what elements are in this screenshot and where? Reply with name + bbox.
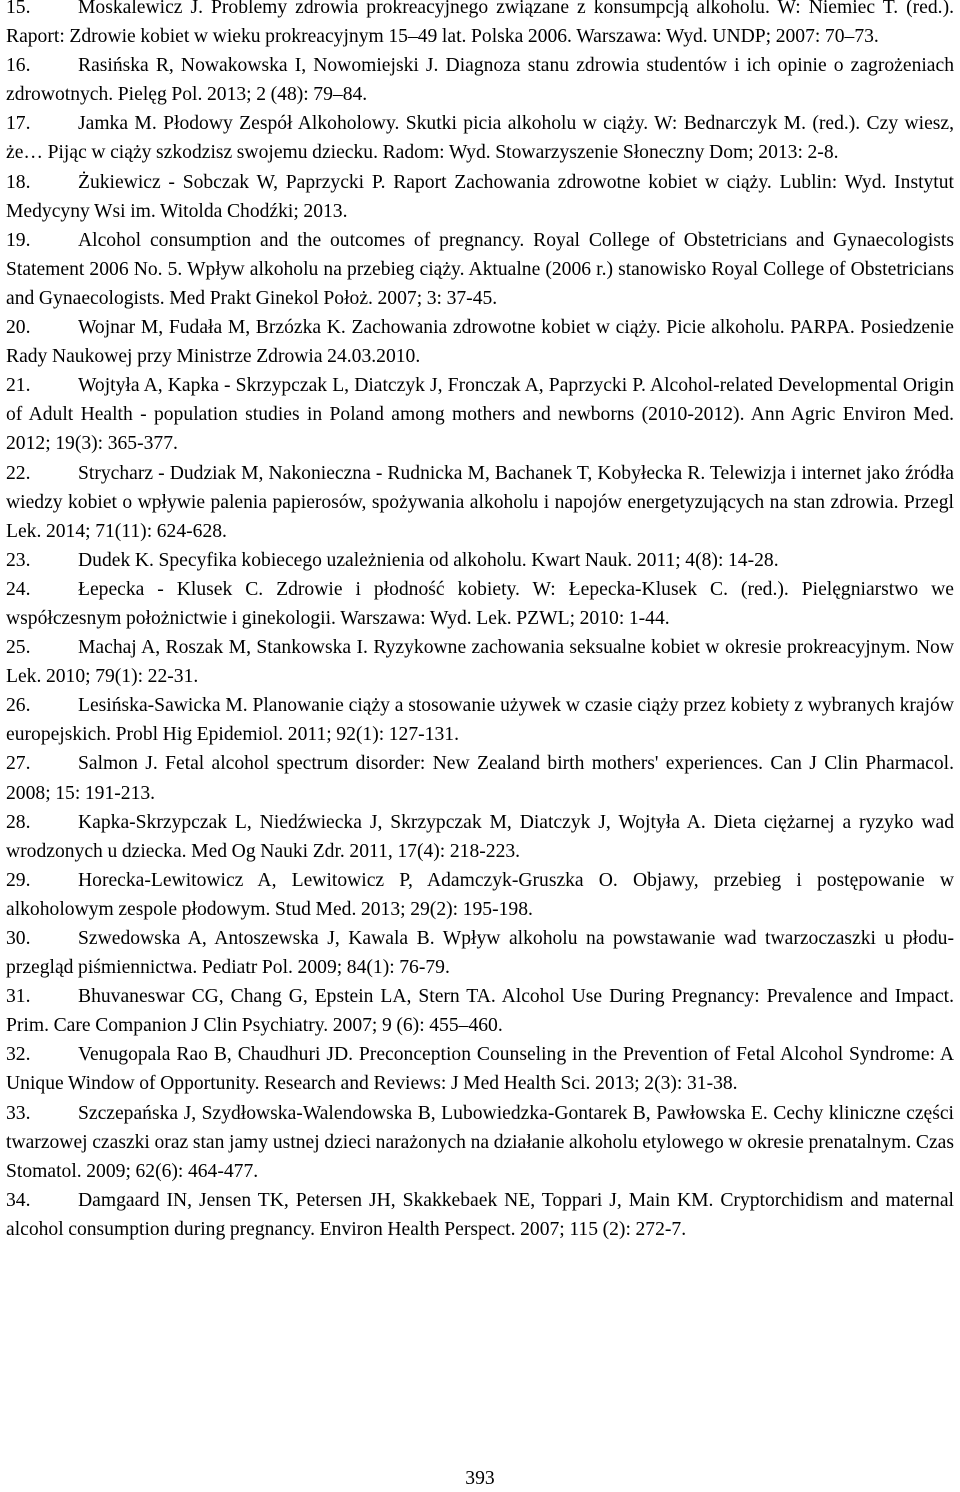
reference-text: Kapka-Skrzypczak L, Niedźwiecka J, Skrzypczak M, Diatczyk J, Wojtyła A. Dieta ciężarnej a ryzyko wad wrodzonych u dziecka. Med Og Nauki Zdr. 2011, 17(4): 218-223.: [6, 811, 954, 862]
reference-entry: [6, 1099, 954, 1186]
reference-entry: [6, 575, 954, 633]
reference-number: 32.: [6, 1044, 31, 1066]
reference-text: Wojnar M, Fudała M, Brzózka K. Zachowania zdrowotne kobiet w ciąży. Picie alkoholu. PARPA. Posiedzenie Rady Naukowej przy Ministrze Zdrowia 24.03.2010.: [6, 317, 954, 368]
reference-number: 21.: [6, 375, 31, 397]
reference-number: 31.: [6, 986, 31, 1008]
reference-text: Venugopala Rao B, Chaudhuri JD. Preconception Counseling in the Prevention of Fetal Alcohol Syndrome: A Unique Window of Opportunity. Research and Reviews: J Med Health Sci. 2013; 2(3): 31-38.: [6, 1044, 954, 1095]
reference-text: Łepecka - Klusek C. Zdrowie i płodność kobiety. W: Łepecka-Klusek C. (red.). Pielęgniarstwo we współczesnym położnictwie i ginekologii. Warszawa: Wyd. Lek. PZWL; 2010: 1-44.: [6, 578, 954, 629]
reference-entry: [6, 633, 954, 691]
reference-entry: [6, 109, 954, 167]
reference-text: Szwedowska A, Antoszewska J, Kawala B. Wpływ alkoholu na powstawanie wad twarzoczaszki u płodu-przegląd piśmiennictwa. Pediatr Pol. 2009; 84(1): 76-79.: [6, 928, 954, 979]
reference-entry: [6, 313, 954, 371]
reference-number: 30.: [6, 928, 31, 949]
reference-number: 15.: [6, 0, 31, 18]
reference-text: Rasińska R, Nowakowska I, Nowomiejski J. Diagnoza stanu zdrowia studentów i ich opinie o zagrożeniach zdrowotnych. Pielęg Pol. 2013; 2 (48): 79–84.: [6, 55, 954, 106]
reference-number: 20.: [6, 317, 31, 339]
reference-text: Horecka-Lewitowicz A, Lewitowicz P, Adamczyk-Gruszka O. Objawy, przebieg i postępowanie w alkoholowym zespole płodowym. Stud Med. 2013; 29(2): 195-198.: [6, 869, 954, 920]
reference-text: Alcohol consumption and the outcomes of pregnancy. Royal College of Obstetricians and Gynaecologists Statement 2006 No. 5. Wpływ alkoholu na przebieg ciąży. Aktualne (2006 r.) stanowisko Royal College of Obstetricians and Gynaecologists. Med Prakt Ginekol Położ. 2007; 3: 37-45.: [6, 229, 954, 309]
reference-text: Salmon J. Fetal alcohol spectrum disorder: New Zealand birth mothers' experiences. Can J Clin Pharmacol. 2008; 15: 191-213.: [6, 753, 954, 804]
reference-text: Strycharz - Dudziak M, Nakonieczna - Rudnicka M, Bachanek T, Kobyłecka R. Telewizja i internet jako źródła wiedzy kobiet o wpływie palenia papierosów, spożywania alkoholu i napojów energetyzujących na stan zdrowia. Przegl Lek. 2014; 71(11): 624-628.: [6, 462, 954, 542]
reference-entry: [6, 691, 954, 749]
reference-entry: [6, 1040, 954, 1098]
reference-entry: [6, 546, 954, 575]
reference-entry: [6, 168, 954, 226]
reference-number: 22.: [6, 462, 31, 484]
reference-text: Wojtyła A, Kapka - Skrzypczak L, Diatczyk J, Fronczak A, Paprzycki P. Alcohol-related Developmental Origin of Adult Health - population studies in Poland among mothers and newborns (2010-2012). Ann Agric Environ Med. 2012; 19(3): 365-377.: [6, 375, 954, 455]
reference-text: Damgaard IN, Jensen TK, Petersen JH, Skakkebaek NE, Toppari J, Main KM. Cryptorchidism and maternal alcohol consumption during pregnancy. Environ Health Perspect. 2007; 115 (2): 272-7.: [6, 1189, 954, 1240]
reference-entry: [6, 982, 954, 1040]
reference-entry: [6, 51, 954, 109]
reference-entry: [6, 371, 954, 458]
reference-number: 28.: [6, 811, 31, 833]
reference-number: 25.: [6, 637, 31, 659]
reference-entry: [6, 459, 954, 546]
reference-entry: [6, 0, 954, 51]
reference-number: 29.: [6, 869, 31, 891]
reference-number: 19.: [6, 229, 31, 251]
reference-number: 18.: [6, 171, 31, 193]
reference-text: Lesińska-Sawicka M. Planowanie ciąży a stosowanie używek w czasie ciąży przez kobiety z wybranych krajów europejskich. Probl Hig Epidemiol. 2011; 92(1): 127-131.: [6, 695, 954, 746]
reference-entry: [6, 1186, 954, 1244]
reference-number: 26.: [6, 695, 31, 717]
reference-number: 24.: [6, 578, 31, 600]
reference-text: Jamka M. Płodowy Zespół Alkoholowy. Skutki picia alkoholu w ciąży. W: Bednarczyk M. (red.). Czy wiesz, że… Pijąc w ciąży szkodzisz swojemu dziecku. Radom: Wyd. Stowarzyszenie Słoneczny Dom; 2013: 2-8.: [6, 113, 954, 164]
page-number: 393: [465, 1468, 495, 1489]
reference-entry: [6, 924, 954, 982]
reference-text: Bhuvaneswar CG, Chang G, Epstein LA, Stern TA. Alcohol Use During Pregnancy: Prevalence and Impact. Prim. Care Companion J Clin Psychiatry. 2007; 9 (6): 455–460.: [6, 986, 954, 1037]
reference-text: Żukiewicz - Sobczak W, Paprzycki P. Raport Zachowania zdrowotne kobiet w ciąży. Lublin: Wyd. Instytut Medycyny Wsi im. Witolda Chodźki; 2013.: [6, 171, 954, 222]
reference-text: Moskalewicz J. Problemy zdrowia prokreacyjnego związane z konsumpcją alkoholu. W: Niemiec T. (red.). Raport: Zdrowie kobiet w wieku prokreacyjnym 15–49 lat. Polska 2006. Warszawa: Wyd. UNDP; 2007: 70–73.: [6, 0, 954, 48]
reference-entry: [6, 749, 954, 807]
reference-number: 16.: [6, 55, 31, 77]
reference-text: Dudek K. Specyfika kobiecego uzależnienia od alkoholu. Kwart Nauk. 2011; 4(8): 14-28.: [78, 549, 779, 571]
reference-list: [6, 0, 954, 1244]
reference-text: Szczepańska J, Szydłowska-Walendowska B, Lubowiedzka-Gontarek B, Pawłowska E. Cechy kliniczne części twarzowej czaszki oraz stan jamy ustnej dzieci narażonych na działanie alkoholu etylowego w okresie prenatalnym. Czas Stomatol. 2009; 62(6): 464-477.: [6, 1102, 954, 1182]
reference-number: 27.: [6, 753, 31, 775]
reference-number: 33.: [6, 1102, 31, 1124]
reference-number: 34.: [6, 1189, 31, 1211]
reference-text: Machaj A, Roszak M, Stankowska I. Ryzykowne zachowania seksualne kobiet w okresie prokreacyjnym. Now Lek. 2010; 79(1): 22-31.: [6, 637, 954, 688]
reference-entry: [6, 226, 954, 313]
reference-entry: [6, 866, 954, 924]
reference-number: 17.: [6, 113, 31, 135]
reference-entry: [6, 808, 954, 866]
reference-number: 23.: [6, 549, 31, 571]
